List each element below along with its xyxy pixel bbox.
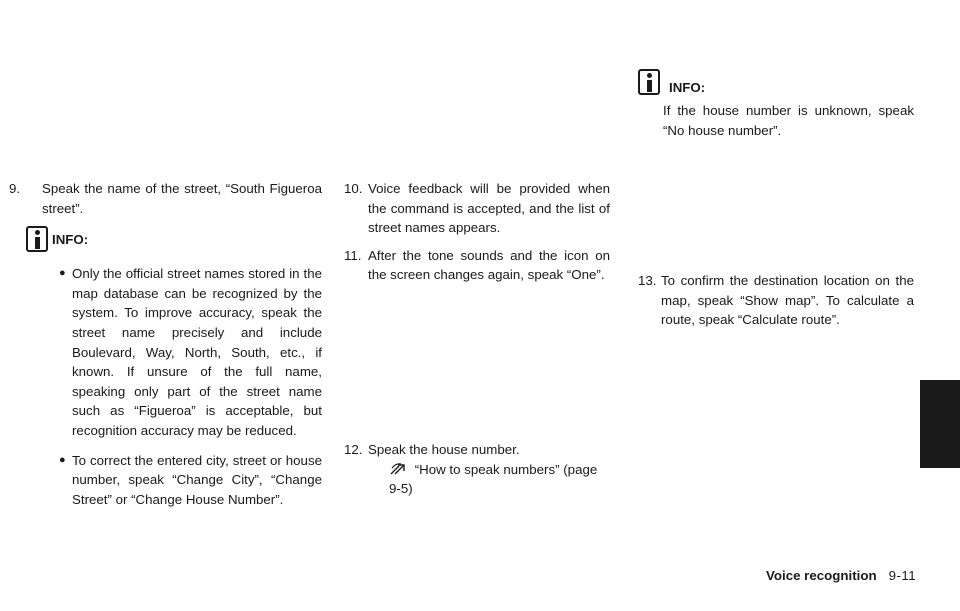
info-right-header	[638, 69, 914, 99]
info-right-label: INFO:	[669, 80, 706, 95]
info-left-bullet-1	[59, 264, 322, 440]
step-10-number: 10.	[344, 181, 363, 196]
step-10	[344, 179, 610, 238]
reference-icon	[389, 462, 409, 476]
footer-section-title: Voice recognition	[766, 568, 877, 583]
bullet-dot-icon: ●	[59, 453, 66, 466]
info-left-bullets	[9, 264, 322, 509]
footer-page-number: 9-11	[888, 568, 917, 583]
step-10-text: Voice feedback will be provided when the command is accepted, and the list of street names appears.	[368, 181, 610, 236]
cross-reference-text: “How to speak numbers” (page 9-5)	[389, 461, 598, 497]
left-column	[9, 179, 322, 509]
step-9-text: Speak the name of the street, “South Figueroa street”.	[42, 181, 322, 216]
step-11-number: 11.	[344, 247, 362, 263]
middle-column-lower	[344, 440, 610, 499]
info-left-bullet-2	[59, 451, 322, 510]
cross-reference	[389, 460, 610, 499]
step-12	[344, 440, 610, 460]
info-right-text: If the house number is unknown, speak “No house number”.	[663, 103, 914, 138]
step-12-text: Speak the house number.	[368, 442, 520, 457]
step-13-number: 13.	[638, 273, 657, 288]
step-13-text: To confirm the destination location on the map, speak “Show map”. To calculate a route, speak “Calculate route”.	[661, 273, 914, 328]
step-9-number: 9.	[9, 181, 21, 196]
page-footer	[766, 566, 916, 586]
step-11	[344, 246, 610, 285]
right-column-lower	[638, 271, 914, 330]
info-icon	[26, 226, 48, 252]
step-12-number: 12.	[344, 442, 363, 457]
info-left-bullet-2-text: To correct the entered city, street or house number, speak “Change City”, “Change Street” or “Change House Number”.	[72, 452, 322, 507]
right-column	[638, 69, 914, 140]
bullet-dot-icon: ●	[59, 267, 66, 280]
info-left-label: INFO:	[52, 232, 89, 248]
info-left-header	[26, 226, 322, 256]
middle-column	[344, 179, 610, 285]
info-left-bullet-1-text: Only the official street names stored in the map database can be recognized by the system. To improve accuracy, speak the street name precisely and include Boulevard, Way, North, South, etc., if known. If unsure of the full name, speaking only part of the street name such as “Figueroa” is acceptable, but recognition accuracy may be reduced.	[72, 266, 322, 438]
step-11-text: After the tone sounds and the icon on the screen changes again, speak “One”.	[368, 247, 610, 283]
info-icon	[638, 69, 660, 95]
step-9	[9, 179, 322, 218]
chapter-tab	[920, 380, 960, 468]
step-13	[638, 271, 914, 330]
